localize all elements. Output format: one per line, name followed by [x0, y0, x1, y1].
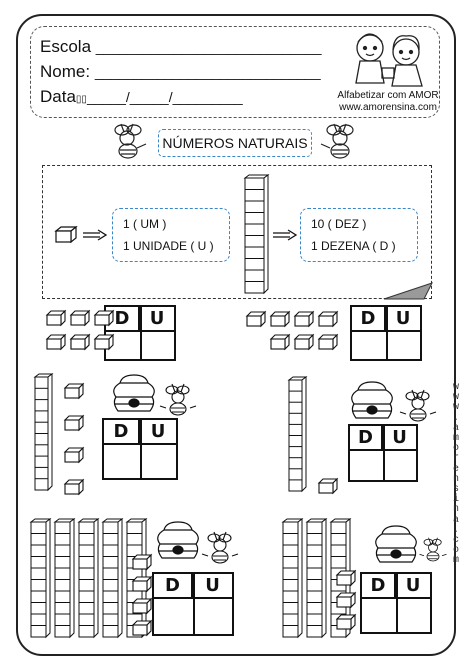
- bee-icon: [398, 386, 438, 424]
- cube-icon: [64, 415, 84, 431]
- ten-line1: 10 ( DEZ ): [311, 217, 367, 231]
- page-title: NÚMEROS NATURAIS: [158, 129, 312, 157]
- bee-icon: [418, 530, 448, 568]
- du-table-4-d: D: [350, 426, 383, 451]
- nome-row: [40, 61, 321, 83]
- nome-line: _____________________________: [94, 64, 321, 80]
- cube-icon: [270, 334, 290, 350]
- beehive-icon: [346, 380, 398, 420]
- ten-line2: 1 DEZENA ( D ): [311, 239, 396, 253]
- ten-rod-icon: [306, 518, 326, 638]
- du-table-4: [348, 424, 418, 482]
- cube-icon: [132, 620, 152, 636]
- escola-label: Escola: [40, 37, 92, 56]
- beehive-icon: [108, 373, 160, 413]
- double-arrow-icon: [272, 229, 298, 241]
- unit-box: [112, 208, 230, 262]
- du-table-6-d: D: [362, 574, 396, 599]
- cube-icon: [132, 598, 152, 614]
- data-label: Data: [40, 87, 76, 106]
- ten-rod-icon: [244, 174, 268, 294]
- du-table-1-d: D: [106, 307, 140, 332]
- data-glyphs: ▯▯: [75, 94, 87, 105]
- nome-label: Nome:: [40, 62, 91, 81]
- cube-icon: [336, 570, 356, 586]
- du-table-3: [102, 418, 178, 480]
- bee-icon: [318, 120, 364, 160]
- du-table-1: [104, 305, 176, 361]
- cube-icon: [64, 447, 84, 463]
- du-table-2: [350, 305, 422, 361]
- ten-rod-icon: [288, 376, 306, 492]
- cube-icon: [336, 614, 356, 630]
- unit-line2: 1 UNIDADE ( U ): [123, 239, 214, 253]
- bee-icon: [158, 380, 198, 418]
- escola-line: _____________________________: [95, 39, 322, 55]
- data-row: [40, 86, 243, 111]
- du-table-1-u: U: [140, 307, 174, 332]
- du-table-6: [360, 572, 432, 634]
- du-table-6-u: U: [396, 574, 430, 599]
- cube-icon: [70, 310, 90, 326]
- cube-icon: [132, 576, 152, 592]
- cube-icon: [64, 383, 84, 399]
- ten-rod-icon: [30, 518, 50, 638]
- cube-icon: [246, 311, 266, 327]
- cube-icon: [55, 226, 77, 244]
- ten-box: [300, 208, 418, 262]
- cube-icon: [318, 334, 338, 350]
- du-table-5: [152, 572, 234, 636]
- du-table-4-u: U: [383, 426, 416, 451]
- cube-icon: [318, 311, 338, 327]
- escola-row: [40, 36, 322, 58]
- beehive-icon: [370, 524, 422, 564]
- cube-icon: [270, 311, 290, 327]
- du-table-5-u: U: [193, 574, 232, 599]
- cube-icon: [94, 334, 114, 350]
- du-table-3-u: U: [140, 420, 176, 445]
- unit-line1: 1 ( UM ): [123, 217, 167, 231]
- cube-icon: [336, 592, 356, 608]
- data-line: _____/_____/_________: [86, 89, 243, 105]
- ten-rod-icon: [54, 518, 74, 638]
- cube-icon: [46, 310, 66, 326]
- cube-icon: [294, 334, 314, 350]
- du-table-3-d: D: [104, 420, 140, 445]
- du-table-5-d: D: [154, 574, 193, 599]
- page-curl-icon: [384, 283, 432, 300]
- beehive-icon: [152, 520, 204, 560]
- credit: [332, 90, 444, 114]
- bee-icon: [104, 120, 150, 160]
- ten-rod-icon: [282, 518, 302, 638]
- cube-icon: [46, 334, 66, 350]
- cube-icon: [64, 479, 84, 495]
- credit-line1: Alfabetizar com AMOR: [337, 90, 439, 101]
- cube-icon: [70, 334, 90, 350]
- kids-illustration: [344, 28, 434, 90]
- bee-icon: [200, 528, 240, 566]
- credit-line2: www.amorensina.com: [339, 102, 437, 113]
- cube-icon: [132, 554, 152, 570]
- cube-icon: [294, 311, 314, 327]
- cube-icon: [94, 310, 114, 326]
- side-watermark: w w w . a m o r e n s i n a . c o m: [452, 382, 459, 567]
- du-table-2-u: U: [386, 307, 420, 332]
- ten-rod-icon: [78, 518, 98, 638]
- ten-rod-icon: [34, 373, 52, 491]
- double-arrow-icon: [82, 229, 108, 241]
- ten-rod-icon: [102, 518, 122, 638]
- cube-icon: [318, 478, 338, 494]
- du-table-2-d: D: [352, 307, 386, 332]
